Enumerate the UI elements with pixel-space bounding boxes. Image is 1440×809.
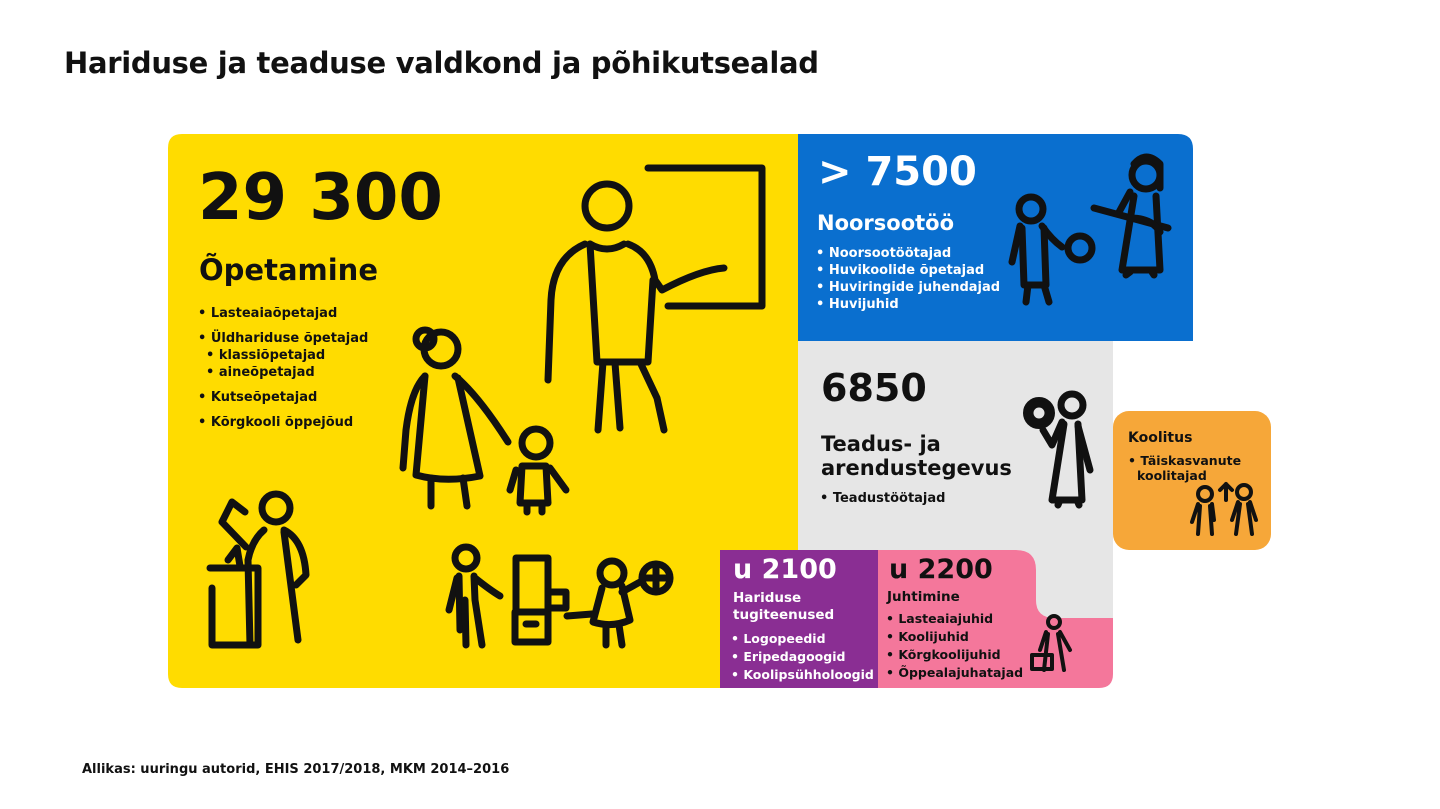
manager-icon: [1032, 616, 1070, 670]
support-staff-icon: [449, 547, 670, 645]
lecturer-at-podium-icon: [210, 494, 306, 645]
support-number: u 2100: [733, 554, 837, 585]
list-item: • Kutseõpetajad: [198, 389, 368, 406]
teacher-at-board-icon: [548, 168, 762, 430]
list-item: • Täiskasvanute: [1128, 453, 1242, 468]
list-item: • Huviringide juhendajad: [816, 279, 1000, 296]
list-item: • Õppealajuhatajad: [886, 664, 1023, 682]
source-note: Allikas: uuringu autorid, EHIS 2017/2018, MKM 2014–2016: [82, 762, 510, 777]
management-heading: Juhtimine: [887, 589, 960, 605]
research-heading-line: arendustegevus: [821, 456, 1012, 481]
teaching-heading: Õpetamine: [199, 253, 378, 287]
list-item: • Huvikoolide õpetajad: [816, 262, 1000, 279]
list-item: • klassiõpetajad: [198, 347, 368, 364]
support-heading-line: Hariduse: [733, 590, 802, 606]
trainers-icon: [1192, 484, 1256, 534]
list-item: • Eripedagoogid: [731, 648, 874, 666]
list-item-continuation: koolitajad: [1137, 468, 1207, 483]
list-item: • Huvijuhid: [816, 296, 1000, 313]
support-heading-line: tugiteenused: [733, 607, 835, 623]
list-item: • Noorsootöötajad: [816, 245, 1000, 262]
youth-number: > 7500: [818, 149, 977, 195]
list-item: • Teadustöötajad: [820, 490, 945, 507]
research-number: 6850: [821, 366, 927, 410]
list-item: • Kõrgkooli õppejõud: [198, 414, 368, 431]
youth-heading: Noorsootöö: [817, 211, 955, 235]
list-item: • Logopeedid: [731, 630, 874, 648]
researcher-icon: [1025, 394, 1090, 505]
training-heading: Koolitus: [1128, 430, 1193, 446]
list-item: • aineõpetajad: [198, 364, 368, 381]
management-number: u 2200: [889, 554, 993, 585]
page-title: Hariduse ja teaduse valdkond ja põhikutsealad: [64, 46, 819, 80]
list-item: • Lasteaiaõpetajad: [198, 305, 368, 322]
teaching-number: 29 300: [198, 161, 443, 235]
list-item: • Koolijuhid: [886, 628, 1023, 646]
list-item: • Kõrgkoolijuhid: [886, 646, 1023, 664]
youth-workers-icon: [1012, 157, 1168, 302]
list-item: • Lasteaiajuhid: [886, 610, 1023, 628]
mother-and-child-icon: [403, 330, 566, 512]
research-heading-line: Teadus- ja: [821, 432, 941, 456]
list-item: • Üldhariduse õpetajad: [198, 330, 368, 347]
list-item: • Koolipsühholoogid: [731, 666, 874, 684]
